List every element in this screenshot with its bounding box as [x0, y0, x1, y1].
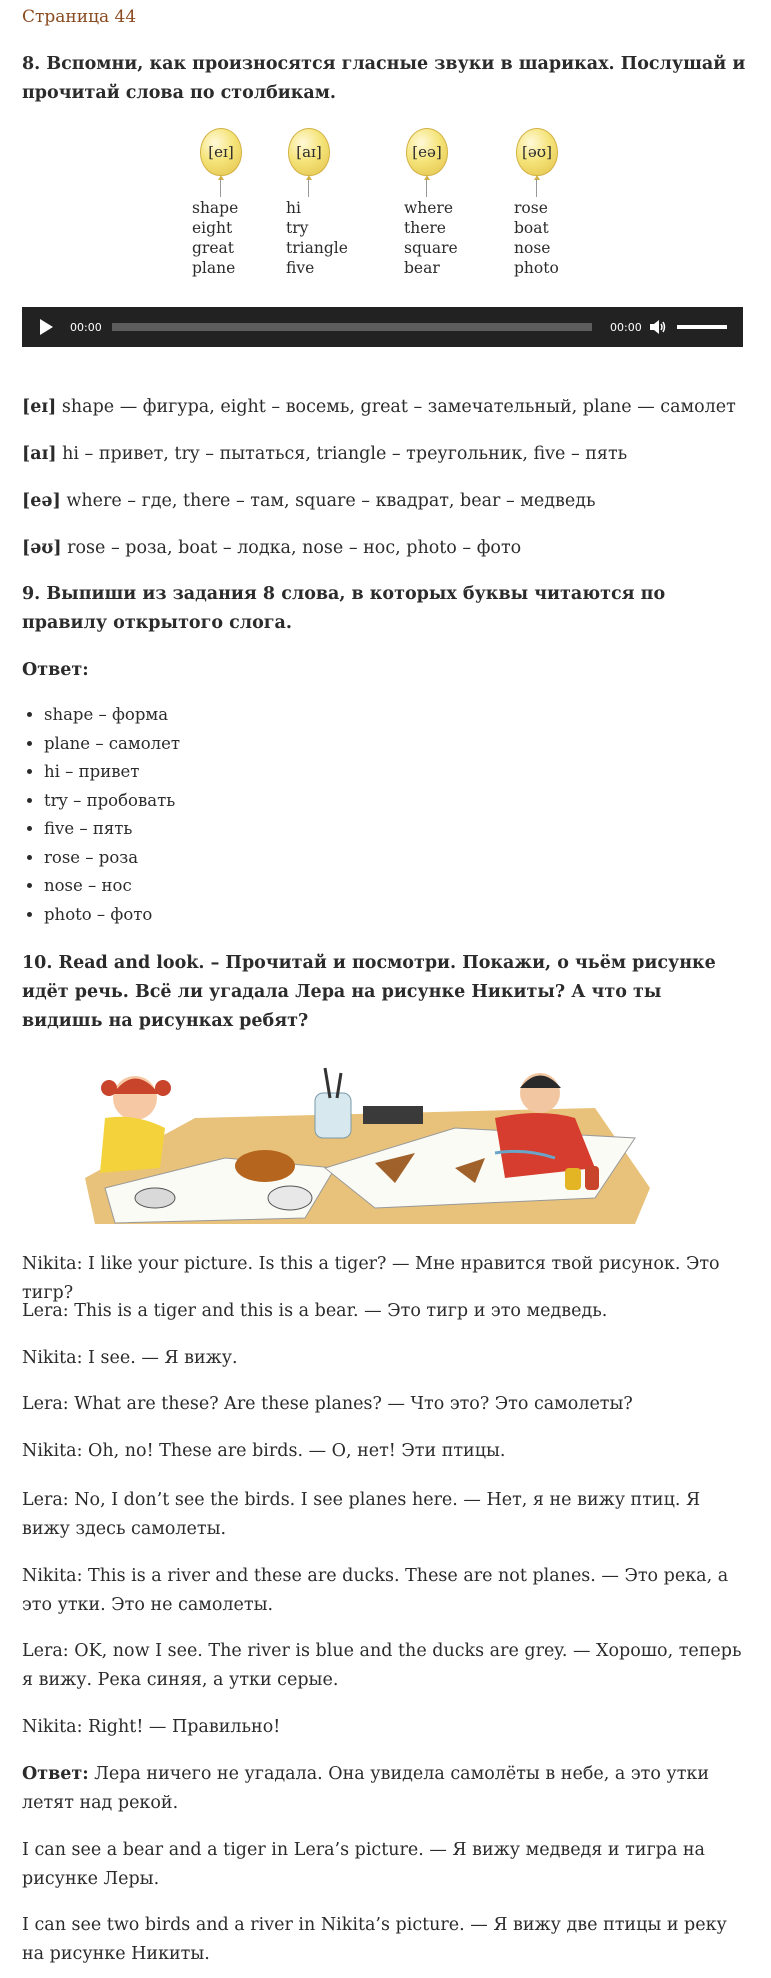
volume-slider[interactable] — [677, 325, 727, 329]
task10-heading: 10. Read and look. – Прочитай и посмотри. Покажи, о чьём рисунке идёт речь. Всё ли угадала Лера на рисунке Никиты? А что ты видишь на рисунках ребят? — [22, 953, 716, 1031]
list-item: • five – пять — [44, 815, 180, 844]
play-icon[interactable] — [40, 319, 53, 335]
dialogue-line: Nikita: Oh, no! These are birds. — О, нет! Эти птицы. — [22, 1441, 506, 1461]
dialogue-line: Nikita: Right! — Правильно! — [22, 1717, 281, 1737]
list-item: • hi – привет — [44, 758, 180, 787]
sound-columns — [170, 128, 590, 288]
translation-line: [aɪ] hi – привет, try – пытаться, triangle – треугольник, five – пять — [22, 444, 628, 464]
current-time: 00:00 — [70, 321, 102, 334]
dialogue-line: Lera: What are these? Are these planes? — Что это? Это самолеты? — [22, 1394, 633, 1414]
answer-list — [22, 701, 180, 929]
word-list: where there square bear — [404, 199, 458, 277]
task9-heading: 9. Выпиши из задания 8 слова, в которых буквы читаются по правилу открытого слога. — [22, 584, 666, 633]
dialogue-line: Nikita: This is a river and these are ducks. These are not planes. — Это река, а это утки. Это не самолеты. — [22, 1566, 729, 1615]
audio-player — [22, 307, 743, 347]
volume-icon[interactable] — [650, 320, 666, 334]
word-list: shape eight great plane — [192, 199, 239, 277]
list-item: • rose – роза — [44, 844, 180, 873]
dialogue-line: Nikita: I see. — Я вижу. — [22, 1348, 238, 1368]
balloon-icon: [aɪ] — [288, 128, 330, 176]
balloon-icon: [eɪ] — [200, 128, 242, 176]
list-item: • nose – нос — [44, 872, 180, 901]
list-item: • plane – самолет — [44, 730, 180, 759]
translation-line: [əʊ] rose – роза, boat – лодка, nose – нос, photo – фото — [22, 538, 522, 558]
balloon-icon: [əʊ] — [516, 128, 558, 176]
dialogue-line: Lera: This is a tiger and this is a bear. — Это тигр и это медведь. — [22, 1301, 608, 1321]
page-title: Страница 44 — [22, 7, 137, 27]
audio-progress-bar[interactable] — [112, 323, 592, 331]
task9-answer-label: Ответ: — [22, 660, 89, 680]
dialogue-line: Nikita: I like your picture. Is this a tiger? — Мне нравится твой рисунок. Это тигр? — [22, 1254, 720, 1303]
word-list: hi try triangle five — [286, 199, 348, 277]
task8-heading: 8. Вспомни, как произносятся гласные звуки в шариках. Послушай и прочитай слова по столбикам. — [22, 54, 746, 103]
dialogue-line: Lera: No, I don’t see the birds. I see planes here. — Нет, я не вижу птиц. Я вижу здесь самолеты. — [22, 1490, 701, 1539]
list-item: • try – пробовать — [44, 787, 180, 816]
extra-line: I can see a bear and a tiger in Lera’s picture. — Я вижу медведя и тигра на рисунке Леры. — [22, 1840, 705, 1889]
list-item: • shape – форма — [44, 701, 180, 730]
list-item: • photo – фото — [44, 901, 180, 930]
task10-answer: Ответ: Лера ничего не угадала. Она увидела самолёты в небе, а это утки летят над рекой. — [22, 1764, 709, 1813]
word-list: rose boat nose photo — [514, 199, 559, 277]
extra-line: I can see two birds and a river in Nikita’s picture. — Я вижу две птицы и реку на рисунке Никиты. — [22, 1915, 727, 1964]
translation-line: [eə] where – где, there – там, square – квадрат, bear – медведь — [22, 491, 596, 511]
translation-line: [eɪ] shape — фигура, eight – восемь, great – замечательный, plane — самолет — [22, 397, 736, 417]
balloon-icon: [eə] — [406, 128, 448, 176]
duration-time: 00:00 — [610, 321, 642, 334]
children-drawing-illustration — [75, 1058, 657, 1224]
dialogue-line: Lera: OK, now I see. The river is blue and the ducks are grey. — Хорошо, теперь я вижу. Река синяя, а утки серые. — [22, 1641, 742, 1690]
